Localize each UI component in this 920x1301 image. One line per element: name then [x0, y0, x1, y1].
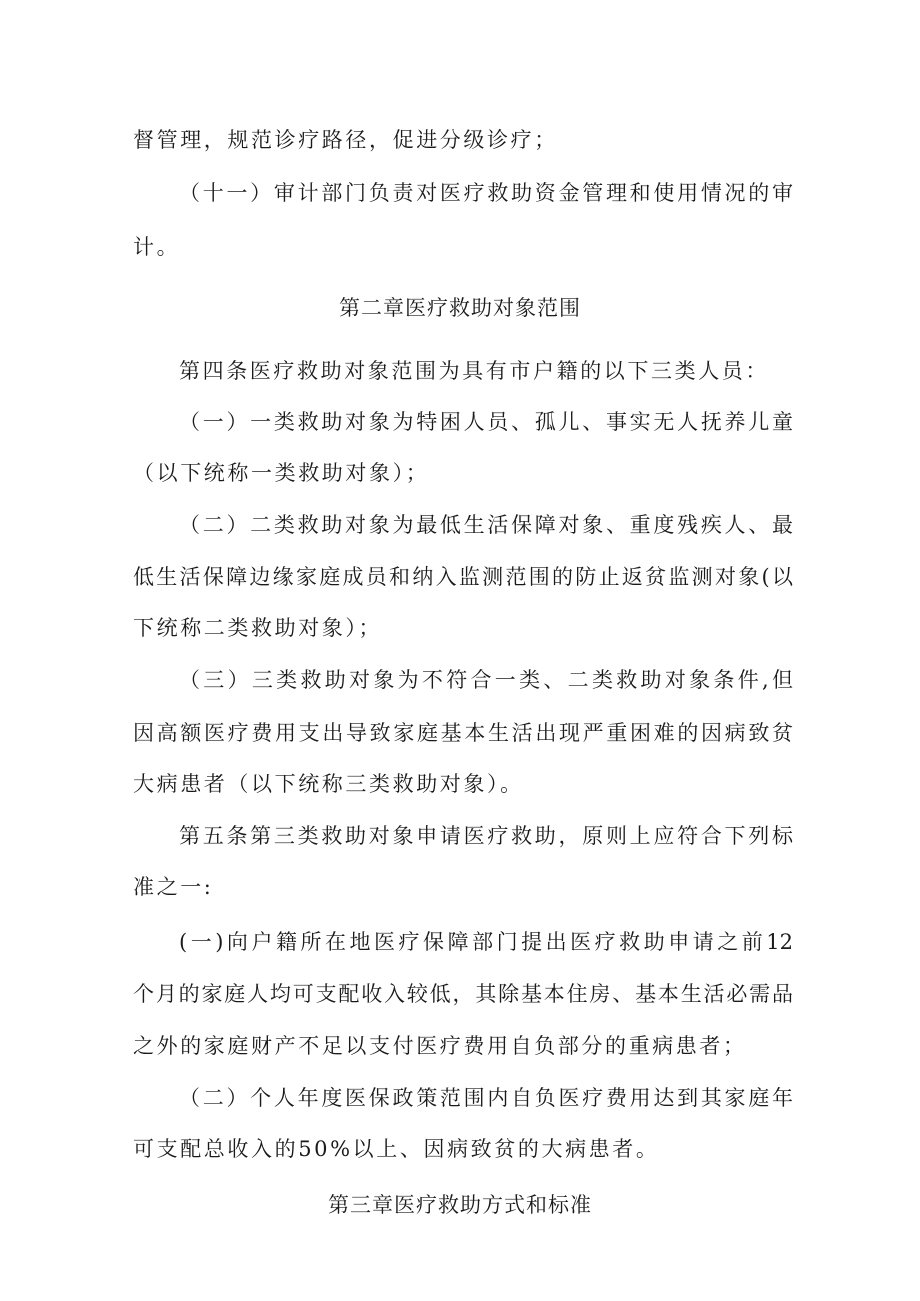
paragraph-line: （三）三类救助对象为不符合一类、二类救助对象条件,但 [179, 668, 793, 692]
chapter-heading: 第三章医疗救助方式和标准 [328, 1193, 592, 1217]
paragraph-line: （十一）审计部门负责对医疗救助资金管理和使用情况的审 [179, 181, 793, 205]
paragraph-line: （二）个人年度医保政策范围内自负医疗费用达到其家庭年 [179, 1086, 793, 1110]
paragraph-line: 督管理，规范诊疗路径，促进分级诊疗； [133, 128, 558, 152]
chapter-heading: 第二章医疗救助对象范围 [339, 296, 581, 320]
paragraph-line: 个月的家庭人均可支配收入较低，其除基本住房、基本生活必需品 [133, 982, 793, 1006]
article-line: 第四条医疗救助对象范围为具有市户籍的以下三类人员： [179, 359, 769, 383]
paragraph-line: 大病患者（以下统称三类救助对象）。 [133, 772, 524, 796]
paragraph-line: 计。 [133, 235, 181, 259]
paragraph-line: （以下统称一类救助对象）； [133, 461, 430, 485]
paragraph-line: 低生活保障边缘家庭成员和纳入监测范围的防止返贫监测对象(以 [133, 565, 793, 589]
paragraph-line: 准之一: [133, 875, 214, 899]
paragraph-line: （二）二类救助对象为最低生活保障对象、重度残疾人、最 [179, 513, 793, 537]
paragraph-line: (一)向户籍所在地医疗保障部门提出医疗救助申请之前12 [179, 930, 793, 954]
paragraph-line: 可支配总收入的50%以上、因病致贫的大病患者。 [133, 1137, 660, 1161]
paragraph-line: 之外的家庭财产不足以支付医疗费用自负部分的重病患者； [133, 1034, 747, 1058]
paragraph-line: （一）一类救助对象为特困人员、孤儿、事实无人抚养儿童 [179, 410, 793, 434]
paragraph-line: 下统称二类救助对象）； [133, 616, 383, 640]
article-line: 第五条第三类救助对象申请医疗救助，原则上应符合下列标 [179, 824, 793, 848]
paragraph-line: 因高额医疗费用支出导致家庭基本生活出现严重困难的因病致贫 [133, 721, 793, 745]
